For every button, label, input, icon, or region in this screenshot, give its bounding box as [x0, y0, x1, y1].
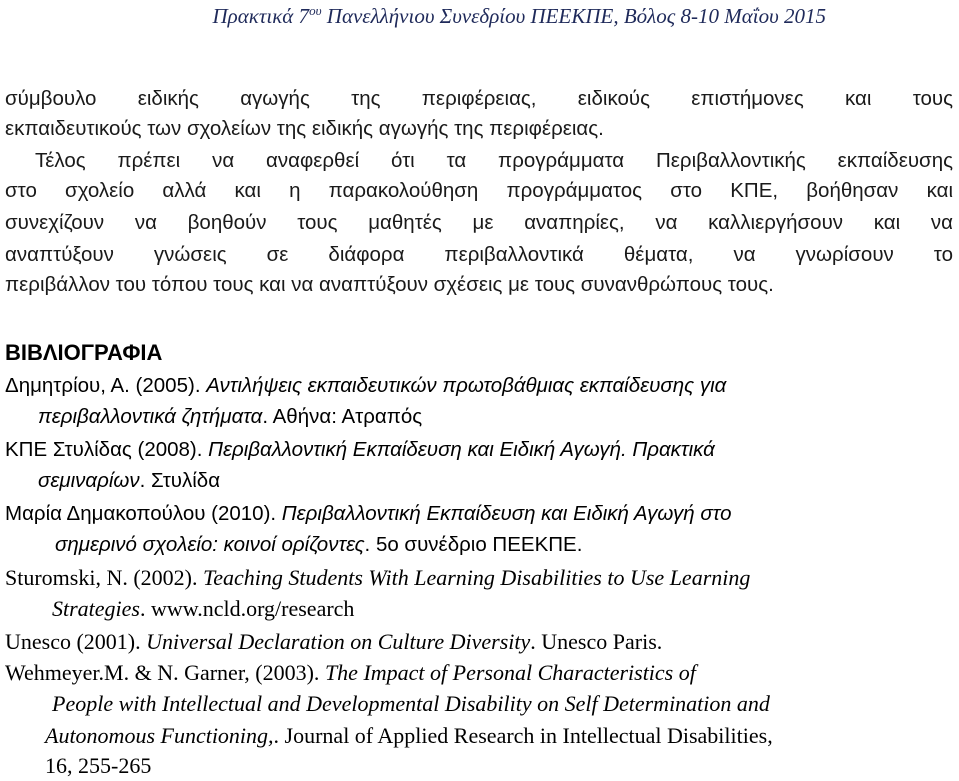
reference-title: People with Intellectual and Developmental Disability on Self Determination and — [52, 691, 770, 716]
reference-author: Sturomski, N. (2002). — [5, 565, 203, 590]
reference-title: Teaching Students With Learning Disabilities to Use Learning — [203, 565, 751, 590]
reference-line — [5, 370, 726, 401]
reference-title: περιβαλλοντικά ζητήματα — [38, 405, 263, 428]
body-line: περιβάλλον του τόπου τους και να αναπτύξουν σχέσεις με τους συνανθρώπους τους. — [5, 273, 774, 296]
body-line: Τέλος πρέπει να αναφερθεί ότι τα προγράμματα Περιβαλλοντικής εκπαίδευσης — [35, 149, 953, 172]
reference-title: σημερινό σχολείο: κοινοί ορίζοντες — [55, 533, 365, 556]
reference-line — [5, 498, 731, 529]
body-line: εκπαιδευτικούς των σχολείων της ειδικής αγωγής της περιφέρειας. — [5, 117, 604, 140]
reference-author: ΚΠΕ Στυλίδας (2008). — [5, 438, 209, 461]
reference-url: . www.ncld.org/research — [140, 596, 355, 621]
reference-title: Strategies — [52, 596, 140, 621]
reference-line — [5, 434, 715, 465]
reference-line — [38, 401, 422, 432]
reference-journal: . Journal of Applied Research in Intellectual Disabilities, — [273, 723, 773, 748]
bibliography-title: ΒΙΒΛΙΟΓΡΑΦΙΑ — [5, 340, 163, 365]
reference-line — [45, 720, 773, 751]
body-line: συνεχίζουν να βοηθούν τους μαθητές με αναπηρίες, να καλλιεργήσουν και να — [5, 211, 953, 234]
reference-title: Αντιλήψεις εκπαιδευτικών πρωτοβάθμιας εκπαίδευσης για — [206, 374, 727, 397]
reference-line — [55, 529, 582, 560]
reference-title: Autonomous Functioning, — [45, 723, 274, 748]
reference-line — [5, 657, 696, 688]
header-prefix: Πρακτικά 7 — [212, 4, 310, 28]
reference-title: Universal Declaration on Culture Diversity — [146, 629, 531, 654]
header-superscript: ου — [309, 3, 322, 18]
reference-volume: 16, 255-265 — [45, 753, 152, 778]
page-header — [213, 3, 827, 29]
reference-title: The Impact of Personal Characteristics of — [324, 660, 696, 685]
reference-title: Περιβαλλοντική Εκπαίδευση και Ειδική Αγωγή στο — [281, 502, 732, 525]
reference-line — [5, 562, 750, 593]
body-line: στο σχολείο αλλά και η παρακολούθηση προγράμματος στο ΚΠΕ, βοήθησαν και — [5, 179, 953, 202]
reference-author: Δημητρίου, Α. (2005). — [5, 374, 207, 397]
reference-author: Μαρία Δημακοπούλου (2010). — [5, 502, 282, 525]
reference-line — [5, 626, 662, 657]
reference-title: Περιβαλλοντική Εκπαίδευση και Ειδική Αγωγή. Πρακτικά — [208, 438, 715, 461]
reference-publisher: . Στυλίδα — [139, 469, 221, 492]
reference-publisher: . Αθήνα: Ατραπός — [262, 405, 423, 428]
reference-line — [52, 593, 354, 624]
reference-publisher: . 5ο συνέδριο ΠΕΕΚΠΕ. — [364, 533, 583, 556]
reference-title: σεμιναρίων — [38, 469, 140, 492]
reference-author: Wehmeyer.M. & N. Garner, (2003). — [5, 660, 325, 685]
reference-author: Unesco (2001). — [5, 629, 147, 654]
reference-publisher: . Unesco Paris. — [530, 629, 663, 654]
reference-line — [45, 750, 151, 781]
header-suffix: Πανελλήνιου Συνεδρίου ΠΕΕΚΠΕ, Βόλος 8-10 Μαΐου 2015 — [321, 4, 826, 28]
body-line: αναπτύξουν γνώσεις σε διάφορα περιβαλλοντικά θέματα, να γνωρίσουν το — [5, 243, 953, 266]
reference-line — [52, 688, 770, 719]
body-line: σύμβουλο ειδικής αγωγής της περιφέρειας, ειδικούς επιστήμονες και τους — [5, 87, 953, 110]
reference-line — [38, 465, 220, 496]
